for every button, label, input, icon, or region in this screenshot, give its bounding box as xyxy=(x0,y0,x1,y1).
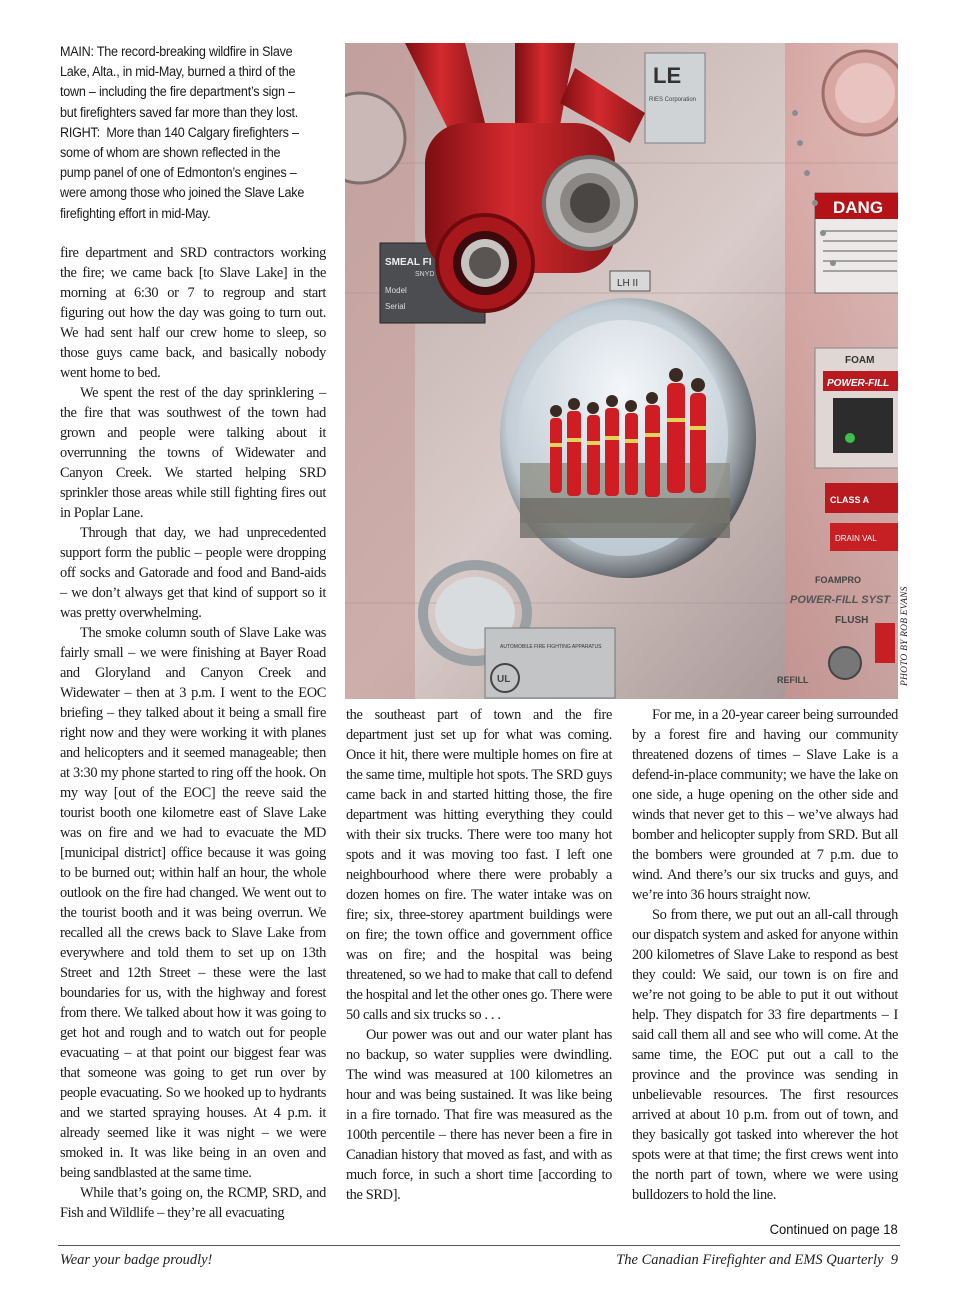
col2-paragraph-2: Our power was out and our water plant has no backup, so water supplies were dwindling. The wind was measured at 100 kilometres an hour and was being sustained. It was like being in a fire tornado. That fire was measured as the 100th percentile – there has never been a fire in Canadian history that moved as fast, and with as much force, in such a short time [according to the SRD]. xyxy=(346,1027,612,1203)
pump-panel-photo xyxy=(345,43,898,699)
col3-paragraph-2: So from there, we put out an all-call through our dispatch system and asked for anyone within 200 kilometres of Slave Lake to respond as best they could: We said, our town is on fire and we’re not going to be able to put it out without help. They dispatch for 33 fire departments – I said call them all and see who will come. At the same time, the EOC put out a call to the province and the province was sending in unbelievable resources. The first resources arrived at about 10 p.m. from out of town, and they basically got tasked into wherever the hot spots were at that time; the first crews went into the north part of town, where we were using bulldozers to hold the line. xyxy=(632,907,898,1203)
continued-note: Continued on page 18 xyxy=(769,1221,898,1237)
refill-knob xyxy=(829,647,861,679)
smeal-plate-model: Model xyxy=(385,286,407,295)
class-a-text: CLASS A xyxy=(830,495,870,505)
refill-label: REFILL xyxy=(777,675,809,685)
lower-plate-label: AUTOMOBILE FIRE FIGHTING APPARATUS xyxy=(500,644,602,650)
article-column-2 xyxy=(346,705,612,1205)
photo-caption xyxy=(60,42,314,224)
photo-credit: PHOTO BY ROB EVANS xyxy=(900,586,910,686)
article-column-3 xyxy=(632,705,898,1205)
powerfill-label-2: POWER-FILL SYST xyxy=(790,594,891,606)
power-led xyxy=(845,433,855,443)
col1-paragraph-3: Through that day, we had unprecedented support form the public – people were dropping off socks and Gatorade and food and Band-aids – we don’t always get that kind of support so it was pretty overwhelming. xyxy=(60,525,326,621)
col1-paragraph-4: The smoke column south of Slave Lake was fairly small – we were finishing at Bayer Road and Gloryland and Canyon Creek and Widewater – then at 3 p.m. I went to the EOC briefing – they talked about it being a small fire right now and they were working it with planes and helicopters and it seemed manageable; then at 3:30 my phone started to ring off the hook. On my way [out of the EOC] the reeve said the tourist booth one kilometre east of Slave Lake was on fire and we had to evacuate the MD [municipal district] office because it was going to be burned out; within half an hour, the whole outlook on the fire had changed. We went out to the tourist booth and it was being overrun. We recalled all the crews back to Slave Lake from everywhere and told them to set up on 13th Street and 12th Street – these were the last boundaries for us, with the highway and forest from there. We talked about how it was going to get hot and rough and to watch out for people evacuating – at that point our biggest fear was that someone was going to get run over by people evacuating. So we hooked up to hydrants and we started spraying houses. At 4 p.m. it already seemed like it was night – we were smoked in. It was like being in an oven and being sandblasted at the same time. xyxy=(60,625,326,1181)
footer-rule xyxy=(58,1245,900,1246)
col3-paragraph-1: For me, in a 20-year career being surrounded by a forest fire and having our community threatened dozens of times – Slave Lake is a defend-in-place community; we have the lake on one side, a huge opening on the other side and winds that never get to this – we’ve always had bomber and helicopter supply from SRD. But all the bombers were grounded at 7 p.m. due to wind. And there’s our six trucks and guys, and we’re into 36 hours straight now. xyxy=(632,707,898,903)
flush-label: FLUSH xyxy=(835,615,869,626)
valve-tag-text: LH II xyxy=(617,278,639,289)
lower-plate xyxy=(485,628,615,698)
caption-main: MAIN: The record-breaking wildfire in Slave Lake, Alta., in mid-May, burned a third of the town – including the fire department’s sign – but firefighters saved far more than they lost. xyxy=(60,44,299,120)
footer-publication: The Canadian Firefighter and EMS Quarterly 9 xyxy=(616,1252,898,1268)
chrome-cap-reflection xyxy=(500,298,756,578)
col1-paragraph-5: While that’s going on, the RCMP, SRD, and Fish and Wildlife – they’re all evacuating xyxy=(60,1185,326,1221)
danger-sign-text: DANG xyxy=(833,198,884,217)
manufacturer-brand: LE xyxy=(653,63,682,88)
drain-label: DRAIN VAL xyxy=(835,534,877,543)
smeal-plate-sub: SNYD xyxy=(415,271,435,278)
smeal-plate-title: SMEAL FI xyxy=(385,257,432,268)
footer-tagline: Wear your badge proudly! xyxy=(60,1252,213,1268)
col1-paragraph-2: We spent the rest of the day sprinklering – the fire that was southwest of the town had grown and people were talking about it overrunning the towns of Widewater and Canyon Creek. We started helping SRD sprinkler those areas while still fighting fires out in Poplar Lane. xyxy=(60,385,326,521)
col2-paragraph-1: the southeast part of town and the fire department just set up for what was coming. Once it hit, there were multiple homes on fire at the same time, multiple hot spots. The SRD guys came back in and started hitting those, the fire department was hitting everything they could with their six trucks. There were too many hot spots and it was moving too fast. I left one neighbourhood where there were probably a dozen homes on fire. The water intake was on fire; six, three-storey apartment buildings were on fire; the town office and government office was on fire; and the hospital was being threatened, so we had to make that call to defend the hospital and let the other ones go. There were 50 calls and six trucks so . . . xyxy=(346,707,612,1023)
smeal-plate-serial: Serial xyxy=(385,302,406,311)
foam-brand-2: FOAMPRO xyxy=(815,575,861,585)
col1-paragraph-1: fire department and SRD contractors working the fire; we came back [to Slave Lake] in the morning at 6:30 or 7 to regroup and start figuring out how the day was going to turn out. We had sent half our crew home to sleep, so those guys came back, and basically nobody went home to bed. xyxy=(60,245,326,381)
foam-brand-1: FOAM xyxy=(845,355,875,366)
ul-mark-text: UL xyxy=(497,674,511,685)
caption-right: RIGHT: More than 140 Calgary firefighters – some of whom are shown reflected in the pump panel of one of Edmonton’s engines – were among those who joined the Slave Lake firefighting effort in mid-May. xyxy=(60,124,305,221)
manufacturer-sub: RIES Corporation xyxy=(649,97,697,103)
article-column-1 xyxy=(60,243,326,1223)
powerfill-label-1: POWER-FILL xyxy=(827,378,890,389)
